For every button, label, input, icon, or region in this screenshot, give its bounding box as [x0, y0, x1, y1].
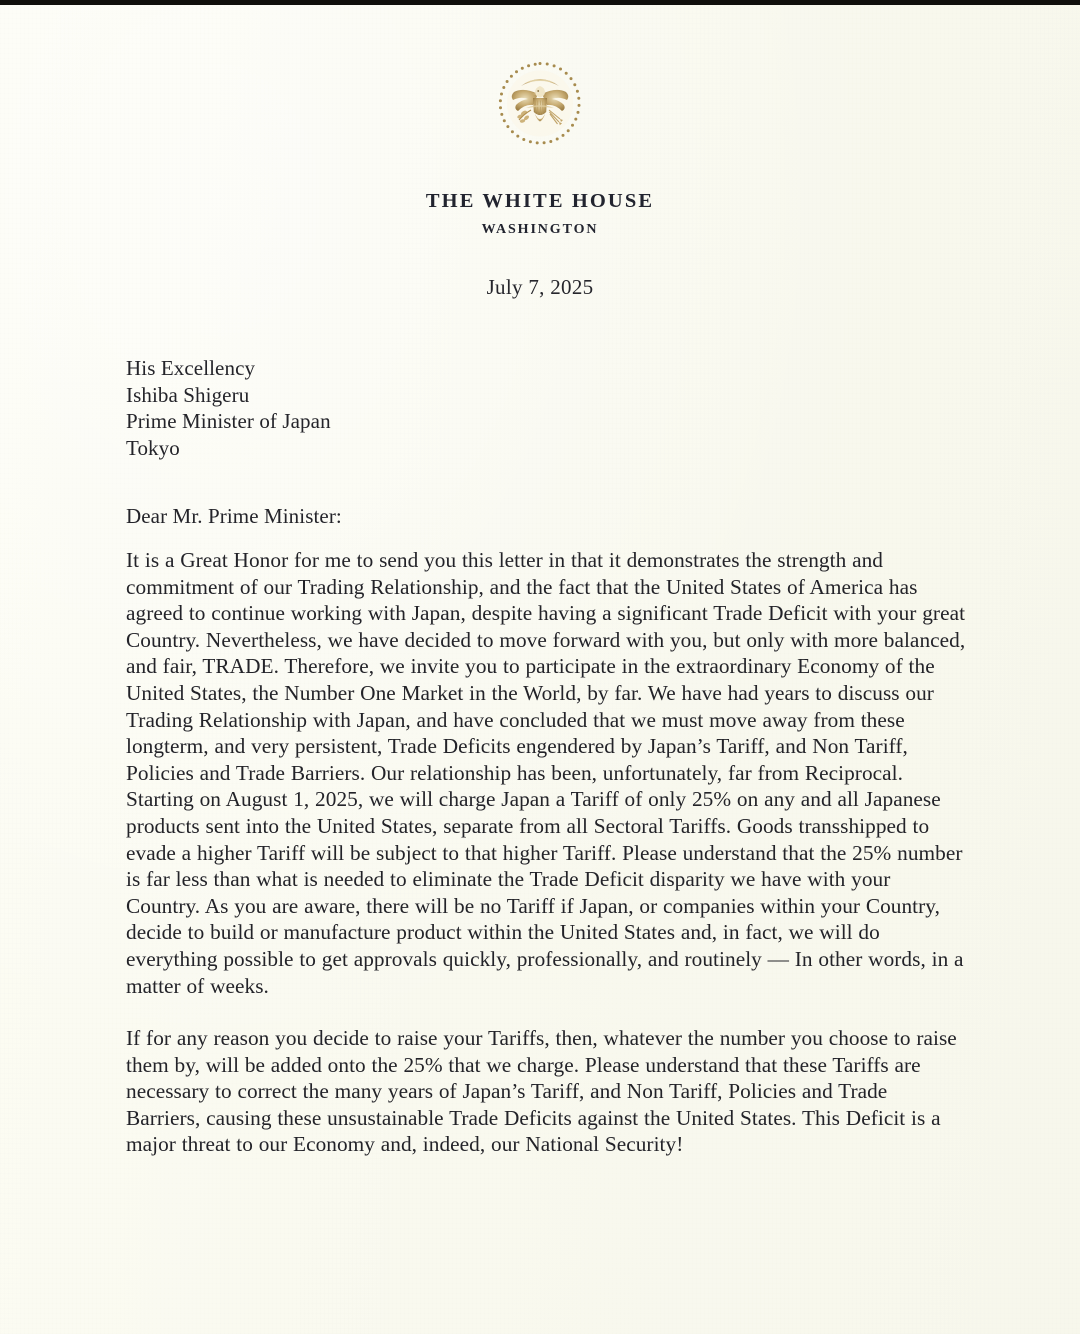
letter-date: July 7, 2025	[486, 275, 594, 299]
address-line: Tokyo	[126, 435, 180, 460]
presidential-seal-icon	[488, 56, 592, 160]
salutation: Dear Mr. Prime Minister:	[126, 504, 342, 528]
letterhead	[0, 56, 1080, 238]
address-line: Prime Minister of Japan	[126, 409, 331, 433]
scan-edge-band	[0, 0, 1080, 5]
body-paragraph: If for any reason you decide to raise your Tariffs, then, whatever the number you choose to raise them by, will be added onto the 25% that we charge. Please understand that these Tariffs are necessary to correct the many years of Japan’s Tariff, and Non Tariff, Policies and Trade Barriers, causing these unsustainable Trade Deficits against the United States. This Deficit is a major threat to our Economy and, indeed, our National Security!	[126, 1026, 957, 1157]
letterhead-title: THE WHITE HOUSE	[425, 190, 655, 212]
letterhead-subtitle: WASHINGTON	[481, 222, 599, 237]
address-line: His Excellency	[126, 356, 256, 380]
body-paragraph: It is a Great Honor for me to send you this letter in that it demonstrates the strength and commitment of our Trading Relationship, and the fact that the United States of America has agreed to continue working with Japan, despite having a significant Trade Deficit with your great Country. Nevertheless, we have decided to move forward with you, but only with more balanced, and fair, TRADE. Therefore, we invite you to participate in the extraordinary Economy of the United States, the Number One Market in the World, by far. We have had years to discuss our Trading Relationship with Japan, and have concluded that we must move away from these longterm, and very persistent, Trade Deficits engendered by Japan’s Tariff, and Non Tariff, Policies and Trade Barriers. Our relationship has been, unfortunately, far from Reciprocal. Starting on August 1, 2025, we will charge Japan a Tariff of only 25% on any and all Japanese products sent into the United States, separate from all Sectoral Tariffs. Goods transshipped to evade a higher Tariff will be subject to that higher Tariff. Please understand that the 25% number is far less than what is needed to eliminate the Trade Deficit disparity we have with your Country. As you are aware, there will be no Tariff if Japan, or companies within your Country, decide to build or manufacture product within the United States and, in fact, we will do everything possible to get approvals quickly, professionally, and routinely — In other words, in a matter of weeks.	[126, 548, 966, 998]
address-line: Ishiba Shigeru	[126, 382, 250, 407]
letter-body	[126, 547, 966, 1158]
recipient-address-block	[126, 355, 331, 461]
